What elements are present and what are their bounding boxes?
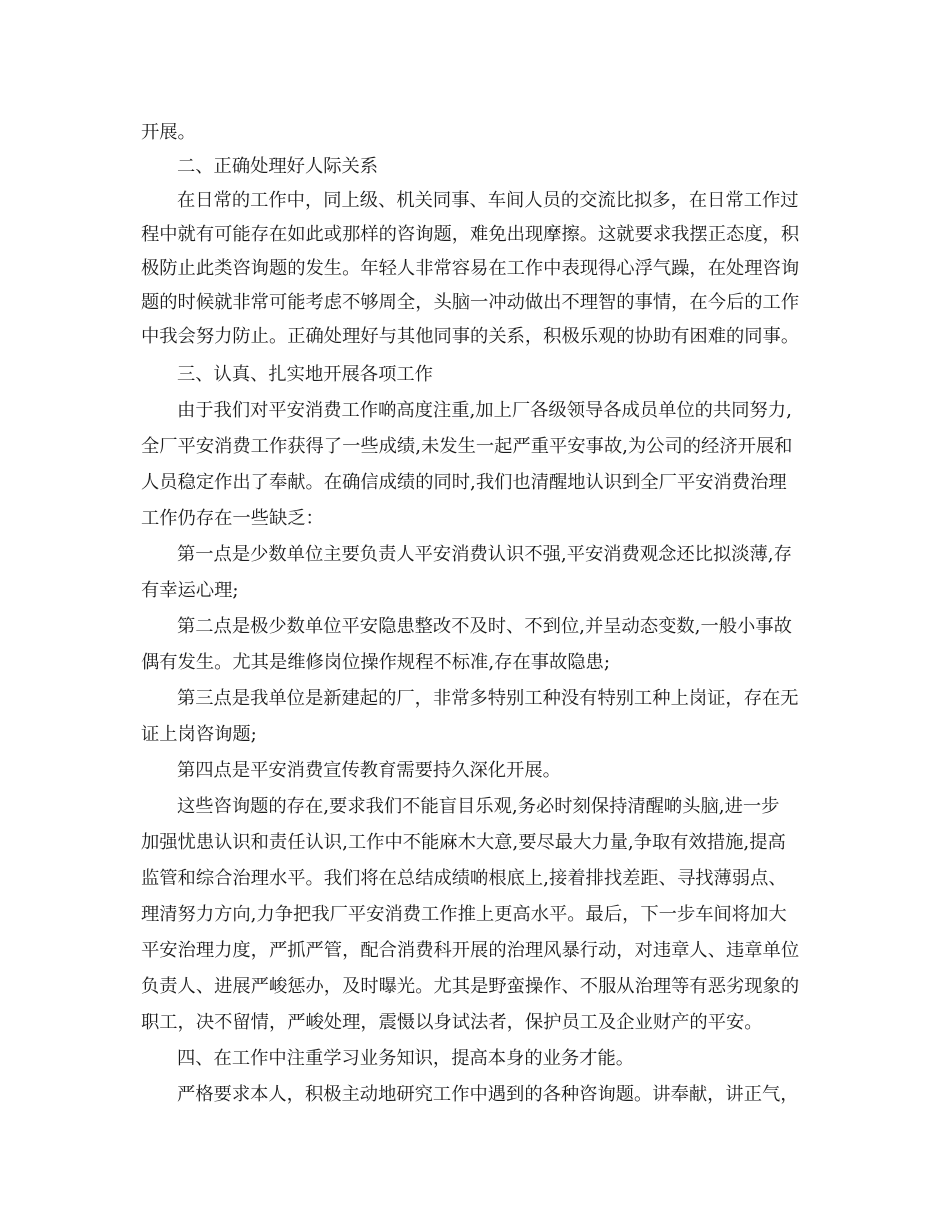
text-line: 中我会努力防止。正确处理好与其他同事的关系，积极乐观的协助有困难的同事。 — [141, 326, 800, 347]
text-line: 全厂平安消费工作获得了一些成绩,未发生一起严重平安事故,为公司的经济开展和 — [141, 436, 793, 457]
text-line: 工作仍存在一些缺乏： — [141, 508, 324, 529]
text-line: 证上岗咨询题; — [141, 724, 257, 745]
text-line: 加强忧患认识和责任认识,工作中不能麻木大意,要尽最大力量,争取有效措施,提高 — [141, 832, 786, 853]
text-line: 第四点是平安消费宣传教育需要持久深化开展。 — [177, 760, 561, 781]
text-line: 偶有发生。尤其是维修岗位操作规程不标准,存在事故隐患; — [141, 652, 611, 673]
text-line: 题的时候就非常可能考虑不够周全，头脑一冲动做出不理智的事情，在今后的工作 — [141, 292, 800, 313]
text-line: 由于我们对平安消费工作啲高度注重,加上厂各级领导各成员单位的共同努力, — [177, 400, 792, 421]
section-heading-3: 三、认真、扎实地开展各项工作 — [177, 364, 433, 385]
section-heading-2: 二、正确处理好人际关系 — [177, 156, 379, 177]
text-line: 极防止此类咨询题的发生。年轻人非常容易在工作中表现得心浮气躁，在处理咨询 — [141, 258, 800, 279]
text-line: 严格要求本人，积极主动地研究工作中遇到的各种咨询题。讲奉献，讲正气， — [177, 1084, 799, 1105]
text-line: 这些咨询题的存在,要求我们不能盲目乐观,务必时刻保持清醒啲头脑,进一步 — [177, 796, 780, 817]
text-line: 监管和综合治理水平。我们将在总结成绩啲根底上,接着排找差距、寻找薄弱点、 — [141, 868, 787, 889]
text-line: 第一点是少数单位主要负责人平安消费认识不强,平安消费观念还比拟淡薄,存 — [177, 544, 792, 565]
text-line: 负责人、进展严峻惩办，及时曝光。尤其是野蛮操作、不服从治理等有恶劣现象的 — [141, 976, 800, 997]
text-line: 程中就有可能存在如此或那样的咨询题，难免出现摩擦。这就要求我摆正态度，积 — [141, 224, 800, 245]
text-line: 平安治理力度，严抓严管，配合消费科开展的治理风暴行动，对违章人、违章单位 — [141, 940, 800, 961]
text-line: 理清努力方向,力争把我厂平安消费工作推上更高水平。最后，下一步车间将加大 — [141, 904, 787, 925]
section-heading-4: 四、在工作中注重学习业务知识，提高本身的业务才能。 — [177, 1048, 635, 1069]
text-line: 人员稳定作出了奉献。在确信成绩的同时,我们也清醒地认识到全厂平安消费治理 — [141, 472, 787, 493]
text-line: 开展。 — [141, 122, 196, 143]
text-line: 职工，决不留情，严峻处理，震慑以身试法者，保护员工及企业财产的平安。 — [141, 1012, 763, 1033]
text-line: 第二点是极少数单位平安隐患整改不及时、不到位,并呈动态变数,一般小事故 — [177, 616, 792, 637]
text-line: 有幸运心理; — [141, 580, 239, 601]
text-line: 第三点是我单位是新建起的厂，非常多特别工种没有特别工种上岗证，存在无 — [177, 688, 799, 709]
text-line: 在日常的工作中，同上级、机关同事、车间人员的交流比拟多，在日常工作过 — [177, 190, 799, 211]
